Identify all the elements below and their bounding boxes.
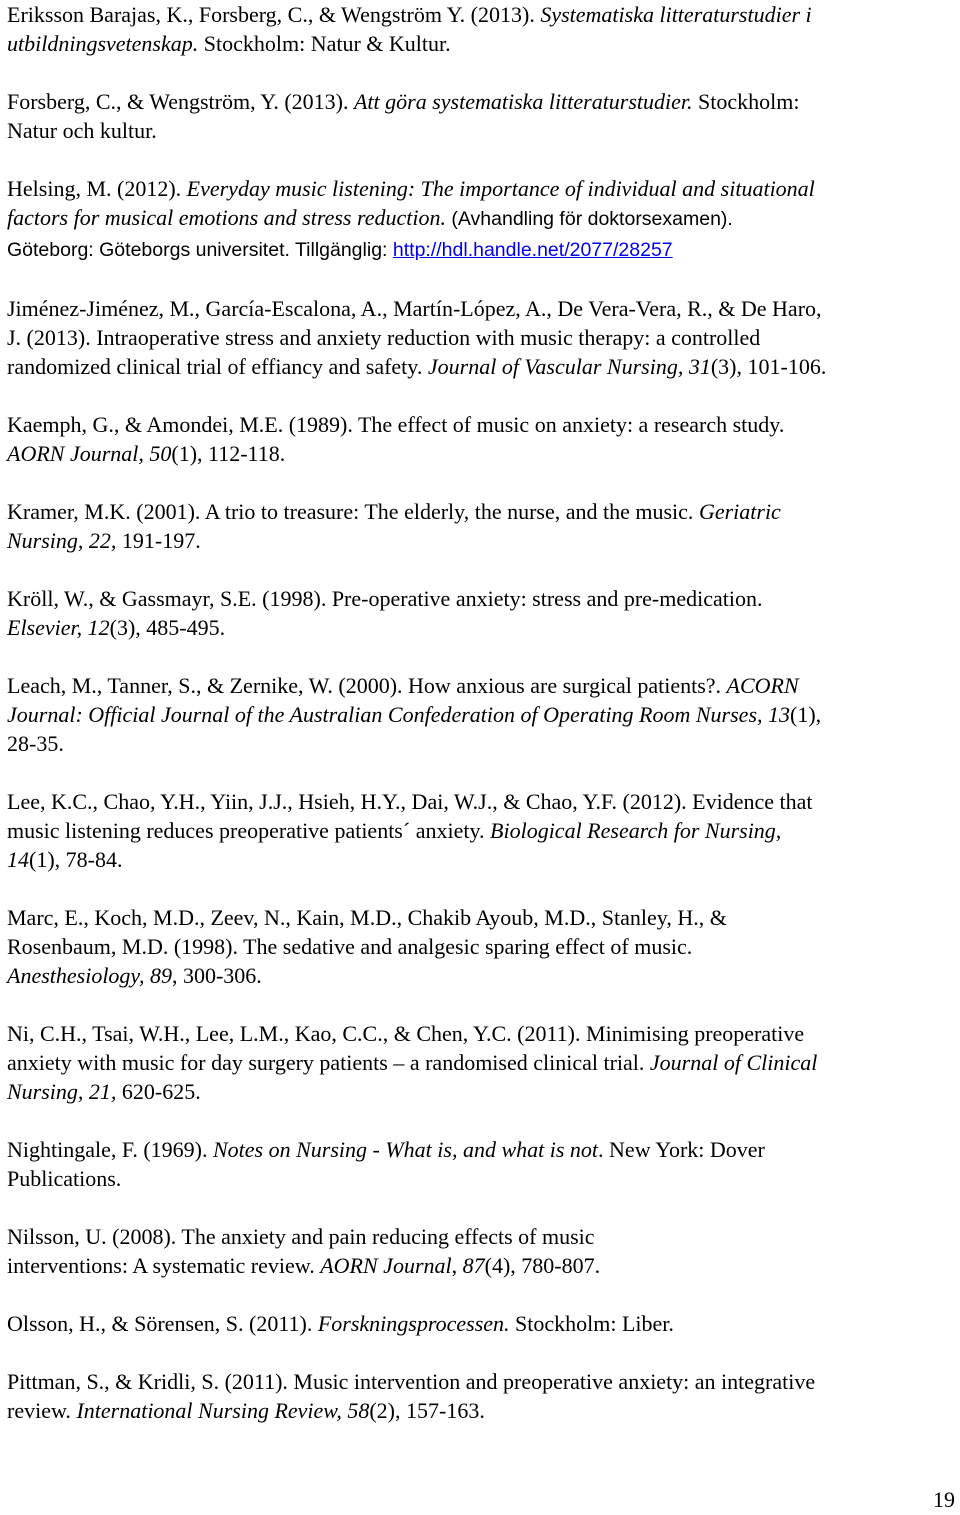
reference-line: [7, 1077, 952, 1106]
reference-eriksson: [7, 0, 952, 58]
reference-lee: [7, 787, 952, 874]
reference-text: (1),: [790, 702, 822, 727]
reference-text: Publications.: [7, 1166, 122, 1191]
reference-text: anxiety with music for day surgery patients – a randomised clinical trial.: [7, 1050, 650, 1075]
reference-text: Stockholm:: [692, 89, 800, 114]
reference-text: Rosenbaum, M.D. (1998). The sedative and analgesic sparing effect of music.: [7, 934, 693, 959]
reference-nightingale: [7, 1135, 952, 1193]
reference-line: [7, 787, 952, 816]
reference-kaemph: [7, 410, 952, 468]
reference-kramer: [7, 497, 952, 555]
reference-line: [7, 234, 952, 265]
reference-text: (3), 101-106.: [710, 354, 827, 379]
reference-line: [7, 497, 952, 526]
reference-italic-text: Journal of Clinical: [649, 1050, 818, 1075]
reference-text: Helsing, M. (2012).: [7, 176, 187, 201]
reference-text: music listening reduces preoperative patients´ anxiety.: [7, 818, 491, 843]
reference-line: [7, 29, 952, 58]
reference-italic-text: utbildningsvetenskap.: [7, 31, 199, 56]
reference-text: Jiménez-Jiménez, M., García-Escalona, A., Martín-López, A., De Vera-Vera, R., & De Haro,: [7, 296, 822, 321]
reference-line: [7, 1309, 952, 1338]
reference-text: Olsson, H., & Sörensen, S. (2011).: [7, 1311, 318, 1336]
reference-line: [7, 1135, 952, 1164]
reference-text: (1), 78-84.: [29, 847, 123, 872]
reference-italic-text: Notes on Nursing - What is, and what is not: [213, 1137, 599, 1162]
reference-text: review.: [7, 1398, 77, 1423]
reference-line: [7, 116, 952, 145]
reference-italic-text: International Nursing Review, 58: [76, 1398, 370, 1423]
reference-text: Leach, M., Tanner, S., & Zernike, W. (2000). How anxious are surgical patients?.: [7, 673, 727, 698]
reference-italic-text: factors for musical emotions and stress reduction.: [7, 205, 446, 230]
reference-text: (2), 157-163.: [369, 1398, 485, 1423]
reference-italic-text: Anesthesiology, 89: [7, 963, 172, 988]
reference-text: Stockholm: Liber.: [509, 1311, 674, 1336]
reference-line: [7, 526, 952, 555]
reference-text: (3), 485-495.: [109, 615, 226, 640]
reference-text: (1), 112-118.: [171, 441, 286, 466]
reference-italic-text: Nursing, 22,: [7, 528, 117, 553]
reference-text: . New York: Dover: [598, 1137, 765, 1162]
reference-line: [7, 729, 952, 758]
reference-text: 620-625.: [116, 1079, 201, 1104]
reference-text: 191-197.: [116, 528, 201, 553]
reference-line: [7, 0, 952, 29]
reference-line: [7, 584, 952, 613]
reference-italic-text: Att göra systematiska litteraturstudier.: [353, 89, 693, 114]
reference-line: [7, 352, 952, 381]
reference-text: Natur och kultur.: [7, 118, 157, 143]
reference-line: [7, 1019, 952, 1048]
reference-text: Ni, C.H., Tsai, W.H., Lee, L.M., Kao, C.C., & Chen, Y.C. (2011). Minimising preoperative: [7, 1021, 805, 1046]
reference-text: Forsberg, C., & Wengström, Y. (2013).: [7, 89, 354, 114]
reference-line: [7, 903, 952, 932]
reference-line: [7, 203, 952, 234]
reference-text: Stockholm: Natur & Kultur.: [198, 31, 451, 56]
reference-line: [7, 174, 952, 203]
reference-line: [7, 1222, 952, 1251]
reference-ni: [7, 1019, 952, 1106]
reference-line: [7, 1396, 952, 1425]
reference-line: [7, 294, 952, 323]
reference-olsson: [7, 1309, 952, 1338]
reference-line: [7, 961, 952, 990]
reference-text: , 300-306.: [171, 963, 262, 988]
reference-text: Marc, E., Koch, M.D., Zeev, N., Kain, M.D., Chakib Ayoub, M.D., Stanley, H., &: [7, 905, 727, 930]
reference-text: Eriksson Barajas, K., Forsberg, C., & Wengström Y. (2013).: [7, 2, 541, 27]
reference-text: interventions: A systematic review.: [7, 1253, 321, 1278]
reference-text: (4), 780-807.: [484, 1253, 601, 1278]
reference-italic-text: ACORN: [726, 673, 799, 698]
reference-line: [7, 87, 952, 116]
reference-text: Nightingale, F. (1969).: [7, 1137, 213, 1162]
reference-text: ,: [451, 1253, 463, 1278]
reference-line: [7, 323, 952, 352]
reference-line: [7, 410, 952, 439]
reference-italic-text: Biological Research for Nursing,: [490, 818, 782, 843]
reference-line: [7, 932, 952, 961]
reference-italic-text: 14: [7, 847, 29, 872]
reference-jimenez: [7, 294, 952, 381]
reference-italic-text: Journal: Official Journal of the Australian Confederation of Operating Room Nurses, 13: [7, 702, 791, 727]
reference-helsing: [7, 174, 952, 265]
reference-pittman: [7, 1367, 952, 1425]
reference-italic-text: Elsevier, 12: [7, 615, 110, 640]
reference-italic-text: AORN Journal, 50: [7, 441, 172, 466]
page-number: 19: [933, 1487, 955, 1512]
reference-line: [7, 1251, 952, 1280]
reference-italic-text: 87: [462, 1253, 485, 1278]
reference-kroll: [7, 584, 952, 642]
reference-line: [7, 1164, 952, 1193]
reference-text: Kröll, W., & Gassmayr, S.E. (1998). Pre-operative anxiety: stress and pre-medication.: [7, 586, 763, 611]
reference-forsberg: [7, 87, 952, 145]
reference-italic-text: Geriatric: [698, 499, 781, 524]
reference-list: [7, 0, 952, 1425]
reference-line: [7, 613, 952, 642]
reference-marc: [7, 903, 952, 990]
reference-leach: [7, 671, 952, 758]
reference-link[interactable]: http://hdl.handle.net/2077/28257: [392, 239, 673, 261]
reference-italic-text: Nursing, 21,: [7, 1079, 117, 1104]
reference-text: Pittman, S., & Kridli, S. (2011). Music intervention and preoperative anxiety: an integrative: [7, 1369, 816, 1394]
reference-text: (Avhandling för doktorsexamen).: [445, 208, 733, 230]
reference-nilsson: [7, 1222, 952, 1280]
reference-line: [7, 671, 952, 700]
reference-text: randomized clinical trial of effiancy and safety.: [7, 354, 428, 379]
reference-italic-text: Forskningsprocessen.: [317, 1311, 510, 1336]
reference-italic-text: Everyday music listening: The importance of individual and situational: [186, 176, 815, 201]
reference-text: 28-35.: [7, 731, 64, 756]
reference-line: [7, 845, 952, 874]
reference-line: [7, 1048, 952, 1077]
reference-text: Nilsson, U. (2008). The anxiety and pain reducing effects of music: [7, 1224, 595, 1249]
reference-line: [7, 1367, 952, 1396]
reference-italic-text: AORN Journal: [320, 1253, 452, 1278]
reference-line: [7, 700, 952, 729]
reference-text: Lee, K.C., Chao, Y.H., Yiin, J.J., Hsieh, H.Y., Dai, W.J., & Chao, Y.F. (2012). Evidence that: [7, 789, 813, 814]
reference-text: Kramer, M.K. (2001). A trio to treasure: The elderly, the nurse, and the music.: [7, 499, 699, 524]
reference-text: Kaemph, G., & Amondei, M.E. (1989). The effect of music on anxiety: a research study.: [7, 412, 785, 437]
reference-text: Göteborg: Göteborgs universitet. Tillgänglig:: [7, 239, 393, 261]
reference-italic-text: Systematiska litteraturstudier i: [540, 2, 812, 27]
reference-text: J. (2013). Intraoperative stress and anxiety reduction with music therapy: a controlled: [7, 325, 761, 350]
reference-italic-text: Journal of Vascular Nursing, 31: [427, 354, 711, 379]
reference-line: [7, 816, 952, 845]
reference-line: [7, 439, 952, 468]
